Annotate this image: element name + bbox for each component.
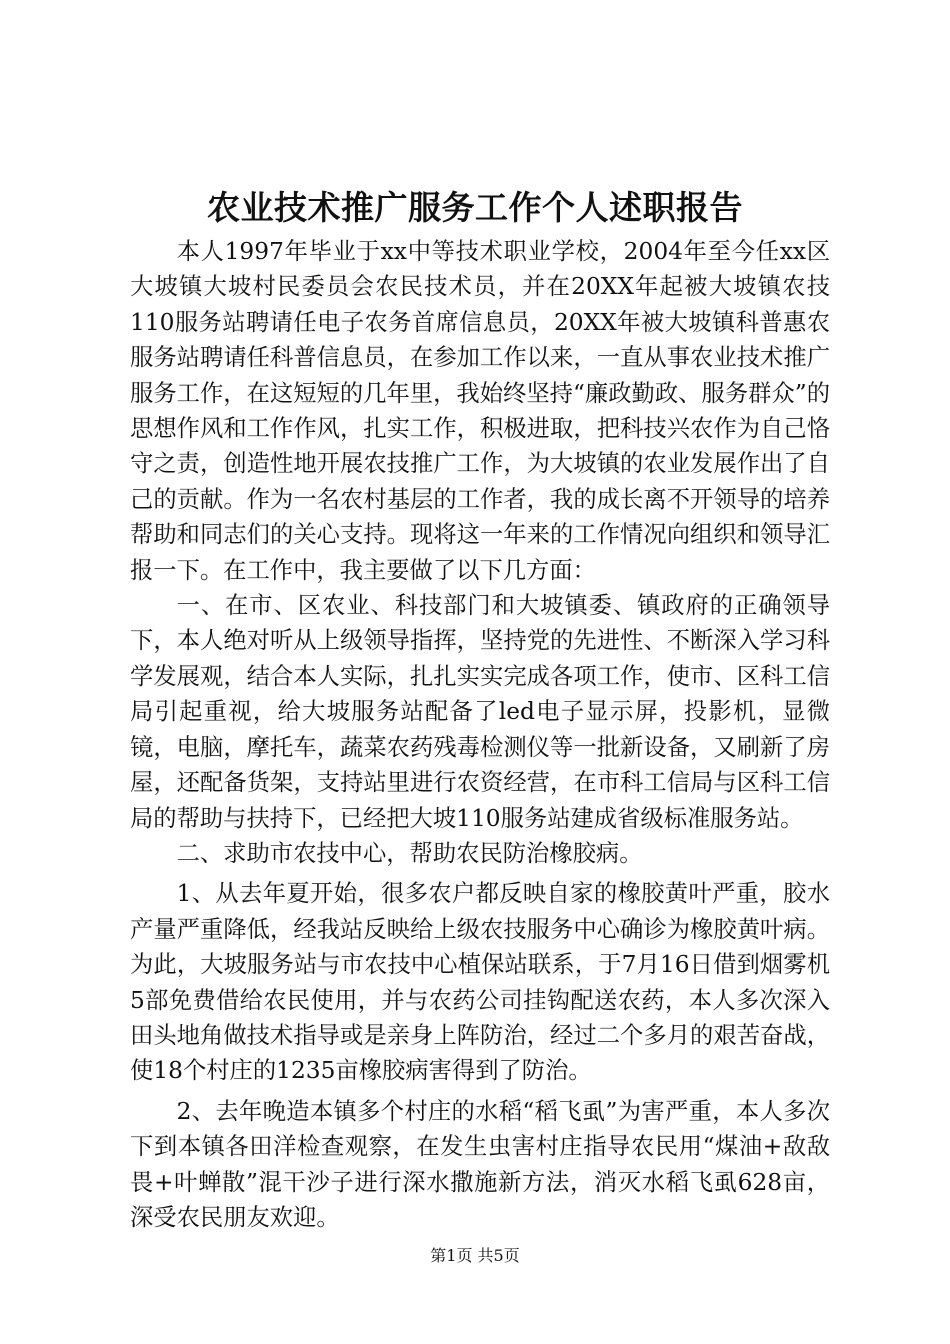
page-footer: 第1页 共5页 (430, 1246, 520, 1265)
item-one-paragraph: 1、从去年夏开始，很多农户都反映自家的橡胶黄叶严重，胶水产量严重降低，经我站反映给上级农技服务中心确诊为橡胶黄叶病。为此，大坡服务站与市农技中心植保站联系，于7月16日借到烟雾机5部免费借给农民使用，并与农药公司挂钩配送农药，本人多次深入田头地角做技术指导或是亲身上阵防治，经过二个多月的艰苦奋战，使18个村庄的1235亩橡胶病害得到了防治。 (130, 880, 830, 1085)
section-two-heading: 二、求助市农技中心，帮助农民防治橡胶病。 (176, 839, 643, 867)
document-title: 农业技术推广服务工作个人述职报告 (207, 188, 743, 227)
item-two-paragraph: 2、去年晚造本镇多个村庄的水稻“稻飞虱”为害严重，本人多次下到本镇各田洋检查观察，在发生虫害村庄指导农民用“煤油+敌敌畏+叶蝉散”混干沙子进行深水撒施新方法，消灭水稻飞虱628亩，深受农民朋友欢迎。 (130, 1097, 830, 1231)
section-one-paragraph: 一、在市、区农业、科技部门和大坡镇委、镇政府的正确领导下，本人绝对听从上级领导指挥，坚持党的先进性、不断深入学习科学发展观，结合本人实际，扎扎实实完成各项工作，使市、区科工信局引起重视，给大坡服务站配备了led电子显示屏，投影机，显微镜，电脑，摩托车，蔬菜农药残毒检测仪等一批新设备，又刷新了房屋，还配备货架，支持站里进行农资经营，在市科工信局与区科工信局的帮助与扶持下，已经把大坡110服务站建成省级标准服务站。 (130, 592, 830, 832)
document-body (130, 234, 830, 1235)
intro-paragraph: 本人1997年毕业于xx中等技术职业学校，2004年至今任xx区大坡镇大坡村民委员会农民技术员，并在20XX年起被大坡镇农技110服务站聘请任电子农务首席信息员，20XX年被大坡镇科普惠农服务站聘请任科普信息员，在参加工作以来，一直从事农业技术推广服务工作，在这短短的几年里，我始终坚持“廉政勤政、服务群众”的思想作风和工作作风，扎实工作，积极进取，把科技兴农作为自己恪守之责，创造性地开展农技推广工作，为大坡镇的农业发展作出了自己的贡献。作为一名农村基层的工作者，我的成长离不开领导的培养帮助和同志们的关心支持。现将这一年来的工作情况向组织和领导汇报一下。在工作中，我主要做了以下几方面： (130, 238, 830, 584)
